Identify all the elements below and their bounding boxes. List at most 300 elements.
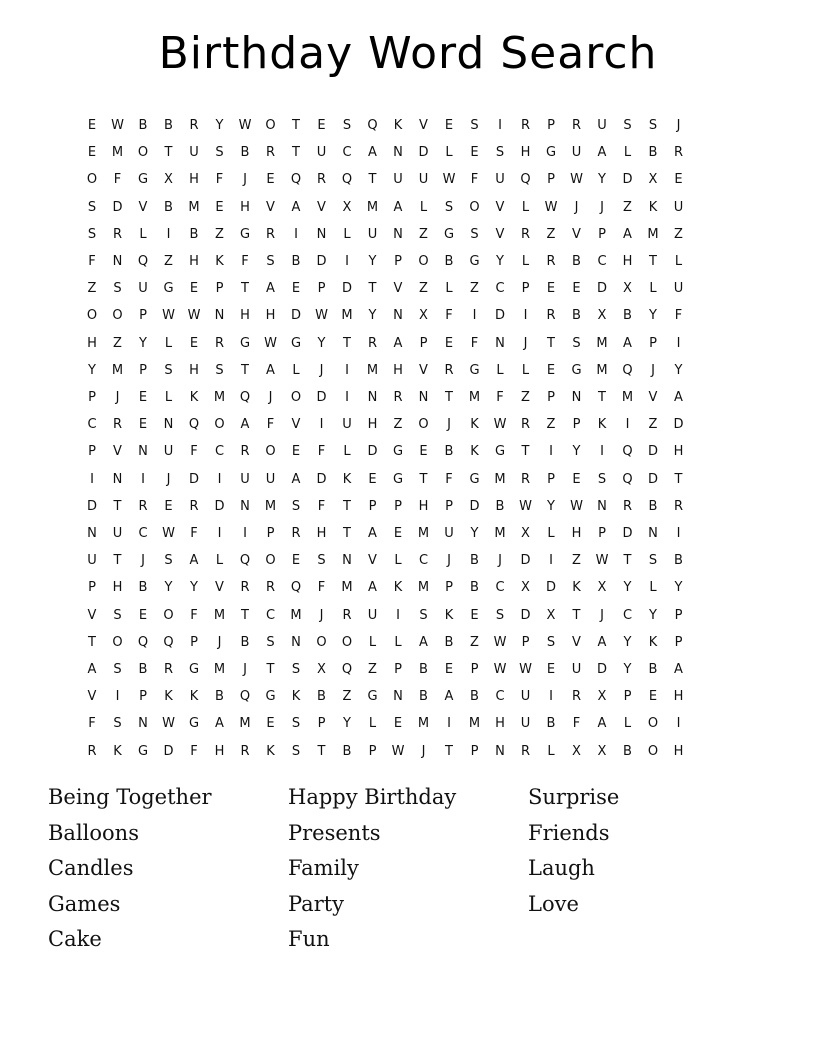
grid-letter[interactable]: E (368, 471, 377, 487)
grid-letter[interactable]: A (597, 145, 607, 161)
grid-letter[interactable]: T (292, 145, 300, 161)
grid-letter[interactable]: B (444, 634, 454, 650)
grid-letter[interactable]: R (240, 580, 250, 596)
grid-letter[interactable]: M (341, 308, 353, 324)
grid-letter[interactable]: R (673, 145, 684, 161)
grid-letter[interactable]: Y (368, 254, 377, 269)
grid-letter[interactable]: P (88, 390, 96, 405)
grid-letter[interactable]: A (674, 390, 683, 405)
grid-letter[interactable]: S (291, 498, 301, 514)
grid-letter[interactable]: J (319, 362, 324, 378)
grid-letter[interactable]: G (571, 362, 582, 378)
grid-letter[interactable]: F (88, 254, 96, 269)
grid-letter[interactable]: J (651, 362, 655, 378)
grid-letter[interactable]: B (444, 444, 454, 460)
grid-letter[interactable]: S (291, 662, 301, 677)
grid-letter[interactable]: E (572, 281, 581, 297)
grid-letter[interactable]: M (596, 335, 608, 351)
grid-letter[interactable]: H (112, 580, 123, 596)
grid-letter[interactable]: Z (521, 390, 530, 405)
grid-letter[interactable]: L (164, 335, 173, 351)
grid-letter[interactable]: L (649, 580, 657, 596)
grid-letter[interactable]: R (520, 118, 531, 133)
grid-letter[interactable]: M (213, 607, 226, 623)
grid-letter[interactable]: H (240, 308, 250, 324)
grid-letter[interactable]: T (598, 390, 606, 405)
grid-letter[interactable]: B (674, 553, 683, 569)
grid-letter[interactable]: H (673, 743, 684, 759)
grid-letter[interactable]: P (394, 254, 402, 269)
grid-letter[interactable]: J (523, 335, 528, 351)
grid-letter[interactable]: B (546, 716, 556, 732)
grid-letter[interactable]: M (417, 716, 430, 732)
grid-letter[interactable]: S (648, 553, 658, 569)
grid-letter[interactable]: C (495, 281, 505, 297)
grid-letter[interactable]: Y (649, 308, 657, 324)
grid-letter[interactable]: X (419, 308, 428, 324)
grid-letter[interactable]: T (343, 498, 351, 514)
grid-letter[interactable]: I (498, 118, 502, 133)
grid-letter[interactable]: M (341, 580, 353, 596)
grid-letter[interactable]: L (419, 199, 428, 215)
grid-letter[interactable]: H (673, 689, 684, 705)
grid-letter[interactable]: Y (139, 335, 147, 351)
grid-letter[interactable]: X (597, 743, 607, 759)
grid-letter[interactable]: V (317, 199, 326, 215)
grid-letter[interactable]: L (547, 526, 555, 541)
grid-letter[interactable]: Y (368, 308, 377, 324)
grid-letter[interactable]: Q (163, 634, 174, 650)
grid-letter[interactable]: Z (419, 226, 428, 242)
grid-letter[interactable]: X (597, 308, 607, 324)
grid-letter[interactable]: E (393, 716, 403, 732)
grid-letter[interactable]: U (520, 716, 531, 732)
grid-letter[interactable]: M (290, 607, 302, 623)
grid-letter[interactable]: O (112, 634, 123, 650)
grid-letter[interactable]: S (648, 118, 658, 133)
grid-letter[interactable]: F (445, 308, 453, 324)
grid-letter[interactable]: D (418, 145, 429, 161)
grid-letter[interactable]: B (317, 689, 326, 705)
grid-letter[interactable]: L (445, 281, 453, 297)
grid-letter[interactable]: E (215, 199, 224, 215)
grid-letter[interactable]: L (547, 743, 555, 759)
grid-letter[interactable]: Q (239, 689, 251, 705)
grid-letter[interactable]: K (215, 254, 224, 269)
grid-letter[interactable]: D (316, 390, 327, 405)
grid-letter[interactable]: B (291, 254, 301, 269)
grid-letter[interactable]: G (188, 716, 200, 732)
grid-letter[interactable]: T (343, 335, 351, 351)
grid-letter[interactable]: W (493, 662, 507, 677)
grid-letter[interactable]: L (394, 634, 402, 650)
grid-letter[interactable]: K (444, 607, 454, 623)
grid-letter[interactable]: B (495, 498, 505, 514)
grid-letter[interactable]: G (494, 444, 506, 460)
grid-letter[interactable]: E (189, 281, 199, 297)
grid-letter[interactable]: K (189, 689, 199, 705)
grid-letter[interactable]: Q (622, 362, 633, 378)
grid-letter[interactable]: Z (342, 689, 352, 705)
grid-letter[interactable]: L (343, 444, 351, 460)
grid-letter[interactable]: V (138, 199, 148, 215)
grid-letter[interactable]: J (268, 390, 273, 405)
grid-letter[interactable]: B (342, 743, 352, 759)
grid-letter[interactable]: B (240, 145, 250, 161)
grid-letter[interactable]: Q (239, 553, 251, 569)
grid-letter[interactable]: A (240, 417, 250, 433)
grid-letter[interactable]: Z (470, 634, 479, 650)
grid-letter[interactable]: A (291, 471, 301, 487)
grid-letter[interactable]: W (315, 308, 328, 324)
grid-letter[interactable]: R (240, 444, 250, 460)
grid-letter[interactable]: F (190, 526, 198, 541)
grid-letter[interactable]: S (495, 145, 505, 161)
grid-letter[interactable]: B (648, 662, 658, 677)
grid-letter[interactable]: U (138, 281, 148, 297)
grid-letter[interactable]: Y (674, 580, 683, 596)
grid-letter[interactable]: E (87, 145, 97, 161)
grid-letter[interactable]: K (113, 743, 122, 759)
grid-letter[interactable]: T (164, 145, 173, 161)
grid-letter[interactable]: U (673, 199, 684, 215)
grid-letter[interactable]: S (342, 118, 352, 133)
grid-letter[interactable]: W (519, 498, 532, 514)
grid-letter[interactable]: R (520, 471, 531, 487)
grid-letter[interactable]: J (600, 607, 604, 623)
grid-letter[interactable]: A (419, 634, 428, 650)
grid-letter[interactable]: V (495, 199, 505, 215)
grid-letter[interactable]: U (189, 145, 199, 161)
grid-letter[interactable]: W (162, 716, 175, 732)
grid-letter[interactable]: V (648, 390, 658, 405)
grid-letter[interactable]: H (520, 145, 531, 161)
grid-letter[interactable]: S (419, 607, 428, 623)
grid-letter[interactable]: P (470, 743, 479, 759)
grid-letter[interactable]: D (367, 444, 378, 460)
grid-letter[interactable]: M (468, 390, 481, 405)
grid-letter[interactable]: E (189, 335, 199, 351)
grid-letter[interactable]: V (419, 362, 428, 378)
grid-letter[interactable]: Y (215, 118, 224, 133)
grid-letter[interactable]: N (571, 390, 582, 405)
grid-letter[interactable]: L (368, 634, 377, 650)
grid-letter[interactable]: D (188, 471, 199, 487)
grid-letter[interactable]: I (549, 689, 553, 705)
grid-letter[interactable]: U (163, 444, 174, 460)
grid-letter[interactable]: L (623, 716, 632, 732)
grid-letter[interactable]: E (572, 471, 581, 487)
grid-letter[interactable]: P (139, 308, 147, 324)
grid-letter[interactable]: A (368, 145, 377, 161)
grid-letter[interactable]: E (266, 172, 275, 188)
grid-letter[interactable]: N (291, 634, 301, 650)
grid-letter[interactable]: F (88, 716, 96, 732)
grid-letter[interactable]: L (368, 716, 377, 732)
grid-letter[interactable]: T (521, 444, 530, 460)
grid-letter[interactable]: I (345, 362, 349, 378)
grid-letter[interactable]: V (266, 199, 275, 215)
grid-letter[interactable]: K (189, 390, 199, 405)
grid-letter[interactable]: R (316, 172, 327, 188)
grid-letter[interactable]: S (470, 118, 479, 133)
grid-letter[interactable]: D (494, 308, 505, 324)
grid-letter[interactable]: D (622, 526, 633, 541)
grid-letter[interactable]: O (647, 743, 659, 759)
grid-letter[interactable]: J (166, 471, 171, 487)
grid-letter[interactable]: W (570, 172, 583, 188)
grid-letter[interactable]: G (239, 226, 251, 242)
grid-letter[interactable]: W (442, 172, 456, 188)
grid-letter[interactable]: G (367, 689, 378, 705)
grid-letter[interactable]: Z (419, 281, 428, 297)
grid-letter[interactable]: O (86, 308, 98, 324)
grid-letter[interactable]: W (238, 118, 252, 133)
grid-letter[interactable]: O (341, 634, 353, 650)
grid-letter[interactable]: B (648, 145, 658, 161)
grid-letter[interactable]: J (498, 553, 502, 569)
grid-letter[interactable]: A (266, 362, 275, 378)
grid-letter[interactable]: O (214, 417, 225, 433)
grid-letter[interactable]: D (596, 281, 607, 297)
grid-letter[interactable]: V (291, 417, 301, 433)
grid-letter[interactable]: F (190, 444, 198, 460)
grid-letter[interactable]: G (443, 226, 455, 242)
grid-letter[interactable]: S (291, 716, 301, 732)
grid-letter[interactable]: O (265, 553, 276, 569)
grid-letter[interactable]: Y (496, 254, 504, 269)
grid-letter[interactable]: P (623, 689, 632, 705)
grid-letter[interactable]: I (243, 526, 247, 541)
grid-letter[interactable]: E (470, 145, 479, 161)
grid-letter[interactable]: R (265, 580, 276, 596)
grid-letter[interactable]: V (113, 444, 122, 460)
grid-letter[interactable]: M (417, 580, 430, 596)
grid-letter[interactable]: Y (164, 580, 173, 596)
grid-letter[interactable]: I (319, 417, 324, 433)
grid-letter[interactable]: A (368, 526, 377, 541)
grid-letter[interactable]: S (87, 199, 97, 215)
grid-letter[interactable]: H (673, 444, 684, 460)
grid-letter[interactable]: H (189, 254, 199, 269)
grid-letter[interactable]: R (240, 743, 250, 759)
grid-letter[interactable]: V (87, 607, 97, 623)
grid-letter[interactable]: K (648, 199, 658, 215)
grid-letter[interactable]: W (111, 118, 124, 133)
grid-letter[interactable]: I (345, 390, 349, 405)
grid-letter[interactable]: O (647, 716, 659, 732)
grid-letter[interactable]: M (264, 498, 277, 514)
grid-letter[interactable]: W (162, 526, 175, 541)
grid-letter[interactable]: T (419, 471, 428, 487)
grid-letter[interactable]: T (241, 607, 249, 623)
grid-letter[interactable]: G (469, 362, 480, 378)
grid-letter[interactable]: U (418, 172, 429, 188)
grid-letter[interactable]: N (393, 308, 403, 324)
grid-letter[interactable]: N (597, 498, 607, 514)
grid-letter[interactable]: D (545, 580, 556, 596)
grid-letter[interactable]: W (162, 308, 175, 324)
grid-letter[interactable]: I (472, 308, 477, 324)
grid-letter[interactable]: O (418, 254, 429, 269)
grid-letter[interactable]: T (241, 362, 249, 378)
grid-letter[interactable]: R (163, 662, 174, 677)
grid-letter[interactable]: L (496, 362, 504, 378)
grid-letter[interactable]: B (164, 118, 173, 133)
grid-letter[interactable]: B (189, 226, 199, 242)
grid-letter[interactable]: P (674, 634, 683, 650)
grid-letter[interactable]: A (368, 580, 377, 596)
grid-letter[interactable]: T (674, 471, 683, 487)
grid-letter[interactable]: L (445, 145, 453, 161)
grid-letter[interactable]: P (547, 471, 555, 487)
grid-letter[interactable]: U (87, 553, 97, 569)
grid-letter[interactable]: I (676, 335, 681, 351)
grid-letter[interactable]: D (469, 498, 480, 514)
grid-letter[interactable]: R (673, 498, 684, 514)
grid-letter[interactable]: H (240, 199, 250, 215)
grid-letter[interactable]: N (112, 471, 123, 487)
grid-letter[interactable]: I (549, 444, 553, 460)
grid-letter[interactable]: L (649, 281, 657, 297)
grid-letter[interactable]: I (625, 417, 630, 433)
grid-letter[interactable]: V (368, 553, 377, 569)
grid-letter[interactable]: G (469, 254, 480, 269)
grid-letter[interactable]: A (674, 662, 683, 677)
grid-letter[interactable]: K (266, 743, 275, 759)
grid-letter[interactable]: R (393, 390, 403, 405)
grid-letter[interactable]: O (137, 145, 149, 161)
grid-letter[interactable]: B (215, 689, 224, 705)
grid-letter[interactable]: A (189, 553, 199, 569)
grid-letter[interactable]: V (572, 634, 581, 650)
grid-letter[interactable]: Y (343, 716, 351, 732)
grid-letter[interactable]: S (215, 145, 224, 161)
grid-letter[interactable]: L (139, 226, 147, 242)
grid-letter[interactable]: T (623, 553, 632, 569)
grid-letter[interactable]: Z (470, 281, 479, 297)
grid-letter[interactable]: T (649, 254, 657, 269)
grid-letter[interactable]: T (266, 662, 275, 677)
grid-letter[interactable]: P (547, 172, 555, 188)
grid-letter[interactable]: W (493, 634, 507, 650)
grid-letter[interactable]: J (115, 390, 120, 405)
grid-letter[interactable]: R (291, 526, 301, 541)
grid-letter[interactable]: H (189, 362, 199, 378)
grid-letter[interactable]: D (596, 662, 607, 677)
grid-letter[interactable]: A (623, 335, 632, 351)
grid-letter[interactable]: Z (572, 553, 581, 569)
grid-letter[interactable]: Z (546, 417, 556, 433)
grid-letter[interactable]: U (673, 281, 684, 297)
grid-letter[interactable]: A (623, 226, 632, 242)
grid-letter[interactable]: G (163, 281, 174, 297)
grid-letter[interactable]: C (495, 580, 505, 596)
grid-letter[interactable]: K (393, 118, 403, 133)
grid-letter[interactable]: U (112, 526, 123, 541)
grid-letter[interactable]: R (265, 226, 276, 242)
grid-letter[interactable]: E (291, 444, 301, 460)
grid-letter[interactable]: D (647, 444, 658, 460)
grid-letter[interactable]: X (164, 172, 173, 188)
grid-letter[interactable]: V (393, 281, 403, 297)
grid-letter[interactable]: Q (520, 172, 531, 188)
grid-letter[interactable]: Y (623, 662, 632, 677)
grid-letter[interactable]: E (317, 118, 326, 133)
grid-letter[interactable]: U (316, 145, 327, 161)
grid-letter[interactable]: I (549, 553, 553, 569)
grid-letter[interactable]: M (417, 526, 430, 541)
grid-letter[interactable]: U (571, 662, 582, 677)
grid-letter[interactable]: S (572, 335, 581, 351)
grid-letter[interactable]: B (470, 553, 479, 569)
grid-letter[interactable]: D (673, 417, 684, 433)
grid-letter[interactable]: S (87, 226, 97, 242)
grid-letter[interactable]: I (345, 254, 349, 269)
grid-letter[interactable]: L (343, 226, 351, 242)
grid-letter[interactable]: E (266, 716, 275, 732)
grid-letter[interactable]: C (418, 553, 429, 569)
grid-letter[interactable]: P (521, 634, 530, 650)
grid-letter[interactable]: R (622, 498, 633, 514)
grid-letter[interactable]: M (111, 362, 124, 378)
grid-letter[interactable]: O (163, 607, 174, 623)
grid-letter[interactable]: F (113, 172, 122, 188)
grid-letter[interactable]: F (317, 580, 326, 596)
grid-letter[interactable]: U (367, 226, 378, 242)
grid-letter[interactable]: E (444, 118, 454, 133)
grid-letter[interactable]: O (316, 634, 327, 650)
grid-letter[interactable]: P (215, 281, 224, 297)
grid-letter[interactable]: C (342, 145, 352, 161)
grid-letter[interactable]: X (521, 580, 530, 596)
grid-letter[interactable]: I (166, 226, 171, 242)
grid-letter[interactable]: H (495, 716, 505, 732)
grid-letter[interactable]: R (189, 498, 199, 514)
grid-letter[interactable]: B (572, 254, 581, 269)
grid-letter[interactable]: B (444, 254, 454, 269)
grid-letter[interactable]: E (291, 281, 301, 297)
grid-letter[interactable]: U (495, 172, 505, 188)
grid-letter[interactable]: O (418, 417, 429, 433)
grid-letter[interactable]: T (572, 607, 581, 623)
grid-letter[interactable]: P (266, 526, 275, 541)
grid-letter[interactable]: A (393, 335, 403, 351)
grid-letter[interactable]: F (190, 607, 198, 623)
grid-letter[interactable]: H (622, 254, 633, 269)
grid-letter[interactable]: T (368, 281, 377, 297)
grid-letter[interactable]: D (520, 607, 531, 623)
grid-letter[interactable]: P (521, 281, 530, 297)
grid-letter[interactable]: P (572, 417, 581, 433)
grid-letter[interactable]: Y (598, 172, 606, 188)
grid-letter[interactable]: B (138, 580, 148, 596)
grid-letter[interactable]: R (138, 498, 148, 514)
grid-letter[interactable]: E (444, 335, 454, 351)
grid-letter[interactable]: N (393, 226, 403, 242)
grid-letter[interactable]: B (240, 634, 250, 650)
grid-letter[interactable]: X (546, 607, 556, 623)
grid-letter[interactable]: H (393, 362, 403, 378)
grid-letter[interactable]: G (239, 335, 251, 351)
grid-letter[interactable]: Q (622, 471, 633, 487)
grid-letter[interactable]: O (469, 199, 480, 215)
grid-letter[interactable]: Q (188, 417, 200, 433)
grid-letter[interactable]: S (113, 281, 122, 297)
grid-letter[interactable]: T (241, 281, 249, 297)
grid-letter[interactable]: R (520, 743, 531, 759)
grid-letter[interactable]: H (316, 526, 327, 541)
